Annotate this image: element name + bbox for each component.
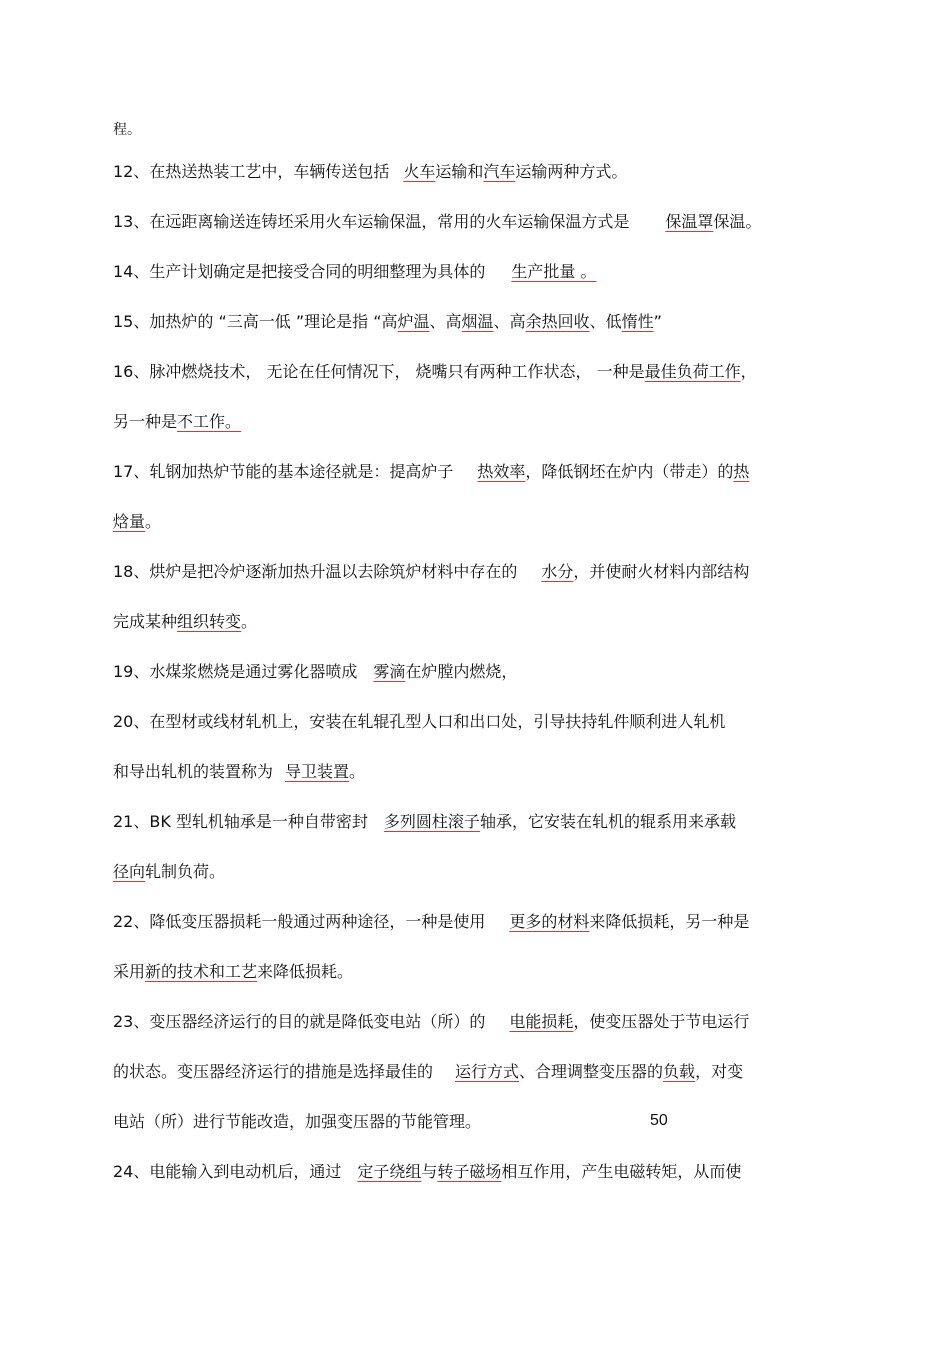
question-18: 18、烘炉是把冷炉逐渐加热升温以去除筑炉材料中存在的 水分，并使耐火材料内部结构 xyxy=(113,562,750,581)
answer-blank: 烟温 xyxy=(461,312,494,331)
question-17-cont: 焓量。 xyxy=(113,512,162,531)
question-21-cont: 径向轧制负荷。 xyxy=(113,862,226,881)
question-16-cont: 另一种是不工作。 xyxy=(113,412,242,431)
question-22: 22、降低变压器损耗一般通过两种途径，一种是使用 更多的材料来降低损耗，另一种是 xyxy=(113,912,750,931)
answer-blank: 生产批量 。 xyxy=(511,262,597,281)
question-14: 14、生产计划确定是把接受合同的明细整理为具体的 生产批量 。 xyxy=(113,262,597,281)
answer-blank: 导卫装置 xyxy=(285,762,350,781)
answer-blank: 雾滴 xyxy=(373,662,406,681)
question-23-cont: 的状态。变压器经济运行的措施是选择最佳的 运行方式、合理调整变压器的负载，对变 xyxy=(113,1062,744,1081)
answer-blank: 水分 xyxy=(541,562,574,581)
question-16: 16、脉冲燃烧技术， 无论在任何情况下， 烧嘴只有两种工作状态， 一种是最佳负荷工作， xyxy=(113,362,757,381)
question-23: 23、变压器经济运行的目的就是降低变电站（所）的 电能损耗，使变压器处于节电运行 xyxy=(113,1012,750,1031)
answer-blank: 惰性 xyxy=(621,312,654,331)
question-23-cont2: 电站（所）进行节能改造，加强变压器的节能管理。 xyxy=(113,1112,482,1131)
question-15: 15、加热炉的 “三高一低 ”理论是指 “高炉温、高烟温、高余热回收、低惰性” xyxy=(113,312,662,331)
answer-blank: 径向 xyxy=(113,862,146,881)
page-number: 50 xyxy=(650,1112,668,1129)
answer-blank: 汽车 xyxy=(483,162,516,181)
answer-blank: 转子磁场 xyxy=(437,1162,502,1181)
answer-blank: 组织转变 xyxy=(177,612,242,631)
answer-blank: 新的技术和工艺 xyxy=(145,962,258,981)
question-17: 17、轧钢加热炉节能的基本途径就是：提高炉子 热效率，降低钢坯在炉内（带走）的热 xyxy=(113,462,750,481)
question-13: 13、在远距离输送连铸坯采用火车运输保温，常用的火车运输保温方式是 保温罩保温。 xyxy=(113,212,762,231)
question-12: 12、在热送热装工艺中，车辆传送包括 火车运输和汽车运输两种方式。 xyxy=(113,162,628,181)
answer-blank: 负载 xyxy=(663,1062,696,1081)
answer-blank: 热 xyxy=(733,462,750,481)
answer-blank: 保温罩 xyxy=(665,212,714,231)
answer-blank: 焓量 xyxy=(113,512,146,531)
text-line-1: 程。 xyxy=(113,122,141,138)
question-20: 20、在型材或线材轧机上，安装在轧辊孔型人口和出口处，引导扶持轧件顺利进人轧机 xyxy=(113,712,726,731)
answer-blank: 定子绕组 xyxy=(357,1162,422,1181)
question-24: 24、电能输入到电动机后，通过 定子绕组与转子磁场相互作用，产生电磁转矩，从而使 xyxy=(113,1162,742,1181)
answer-blank: 电能损耗 xyxy=(509,1012,574,1031)
answer-blank: 多列圆柱滚子 xyxy=(383,812,480,831)
question-21: 21、BK 型轧机轴承是一种自带密封 多列圆柱滚子轴承，它安装在轧机的辊系用来承载 xyxy=(113,812,736,831)
question-18-cont: 完成某种组织转变。 xyxy=(113,612,258,631)
answer-blank: 最佳负荷工作 xyxy=(644,362,741,381)
answer-blank: 余热回收 xyxy=(525,312,590,331)
answer-blank: 不工作。 xyxy=(177,412,242,431)
answer-blank: 更多的材料 xyxy=(509,912,590,931)
question-19: 19、水煤浆燃烧是通过雾化器喷成 雾滴在炉膛内燃烧， xyxy=(113,662,518,681)
answer-blank: 热效率 xyxy=(477,462,526,481)
question-22-cont: 采用新的技术和工艺来降低损耗。 xyxy=(113,962,354,981)
answer-blank: 火车 xyxy=(403,162,436,181)
question-20-cont: 和导出轧机的装置称为 导卫装置。 xyxy=(113,762,366,781)
answer-blank: 炉温 xyxy=(397,312,430,331)
answer-blank: 运行方式 xyxy=(455,1062,520,1081)
